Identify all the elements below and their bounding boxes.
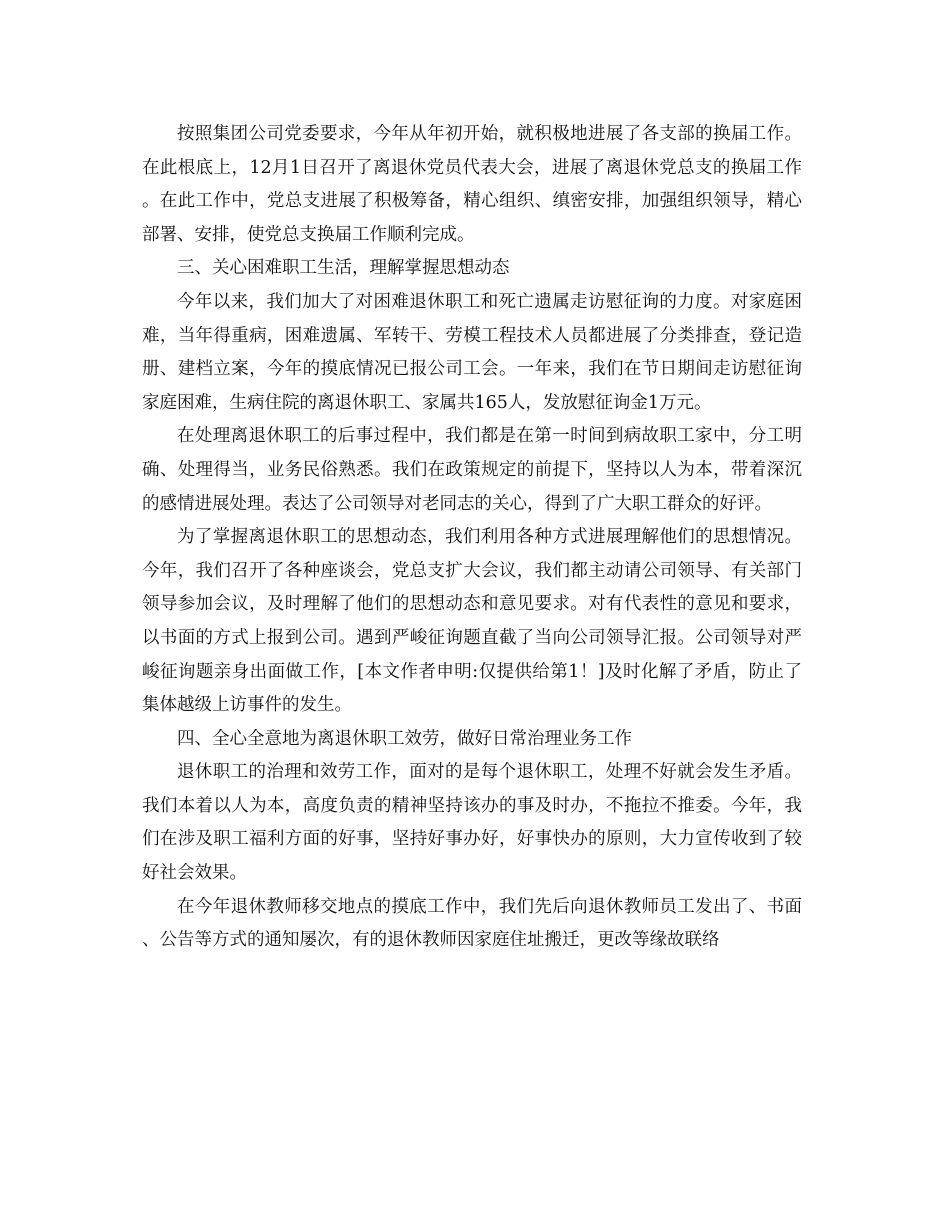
- paragraph-visits: 今年以来，我们加大了对困难退休职工和死亡遗属走访慰征询的力度。对家庭困难，当年得重病，困难遗属、军转干、劳模工程技术人员都进展了分类排查，登记造册、建档立案，今年的摸底情况已报公司工会。一年来，我们在节日期间走访慰征询家庭困难，生病住院的离退休职工、家属共165人，发放慰征询金1万元。: [142, 291, 802, 413]
- paragraph-teacher-transfer: 在今年退休教师移交地点的摸底工作中，我们先后向退休教师员工发出了、书面、公告等方式的通知屡次，有的退休教师因家庭住址搬迁，更改等缘故联络: [142, 896, 802, 951]
- document-body: [142, 118, 802, 958]
- paragraph-funeral-affairs: 在处理离退休职工的后事过程中，我们都是在第一时间到病故职工家中，分工明确、处理得当，业务民俗熟悉。我们在政策规定的前提下，坚持以人为本，带着深沉的感情进展处理。表达了公司领导对老同志的关心，得到了广大职工群众的好评。: [142, 426, 802, 514]
- paragraph-service-management: 退休职工的治理和效劳工作，面对的是每个退休职工，处理不好就会发生矛盾。我们本着以人为本，高度负责的精神坚持该办的事及时办，不拖拉不推委。今年，我们在涉及职工福利方面的好事，坚持好事办好，好事快办的原则，大力宣传收到了较好社会效果。: [142, 762, 802, 884]
- paragraph-branch-election: 按照集团公司党委要求，今年从年初开始，就积极地进展了各支部的换届工作。在此根底上，12月1日召开了离退休党员代表大会，进展了离退休党总支的换届工作。在此工作中，党总支进展了积极筹备，精心组织、缜密安排，加强组织领导，精心部署、安排，使党总支换届工作顺利完成。: [142, 124, 802, 245]
- section-heading-four: 四、全心全意地为离退休职工效劳，做好日常治理业务工作: [177, 728, 632, 749]
- section-heading-three: 三、关心困难职工生活，理解掌握思想动态: [177, 258, 510, 279]
- paragraph-ideological-trends: 为了掌握离退休职工的思想动态，我们利用各种方式进展理解他们的思想情况。今年，我们召开了各种座谈会，党总支扩大会议，我们都主动请公司领导、有关部门领导参加会议，及时理解了他们的思想动态和意见要求。对有代表性的意见和要求，以书面的方式上报到公司。遇到严峻征询题直截了当向公司领导汇报。公司领导对严峻征询题亲身出面做工作，[本文作者申明:仅提供给第1！]及时化解了矛盾，防止了集体越级上访事件的发生。: [142, 527, 802, 716]
